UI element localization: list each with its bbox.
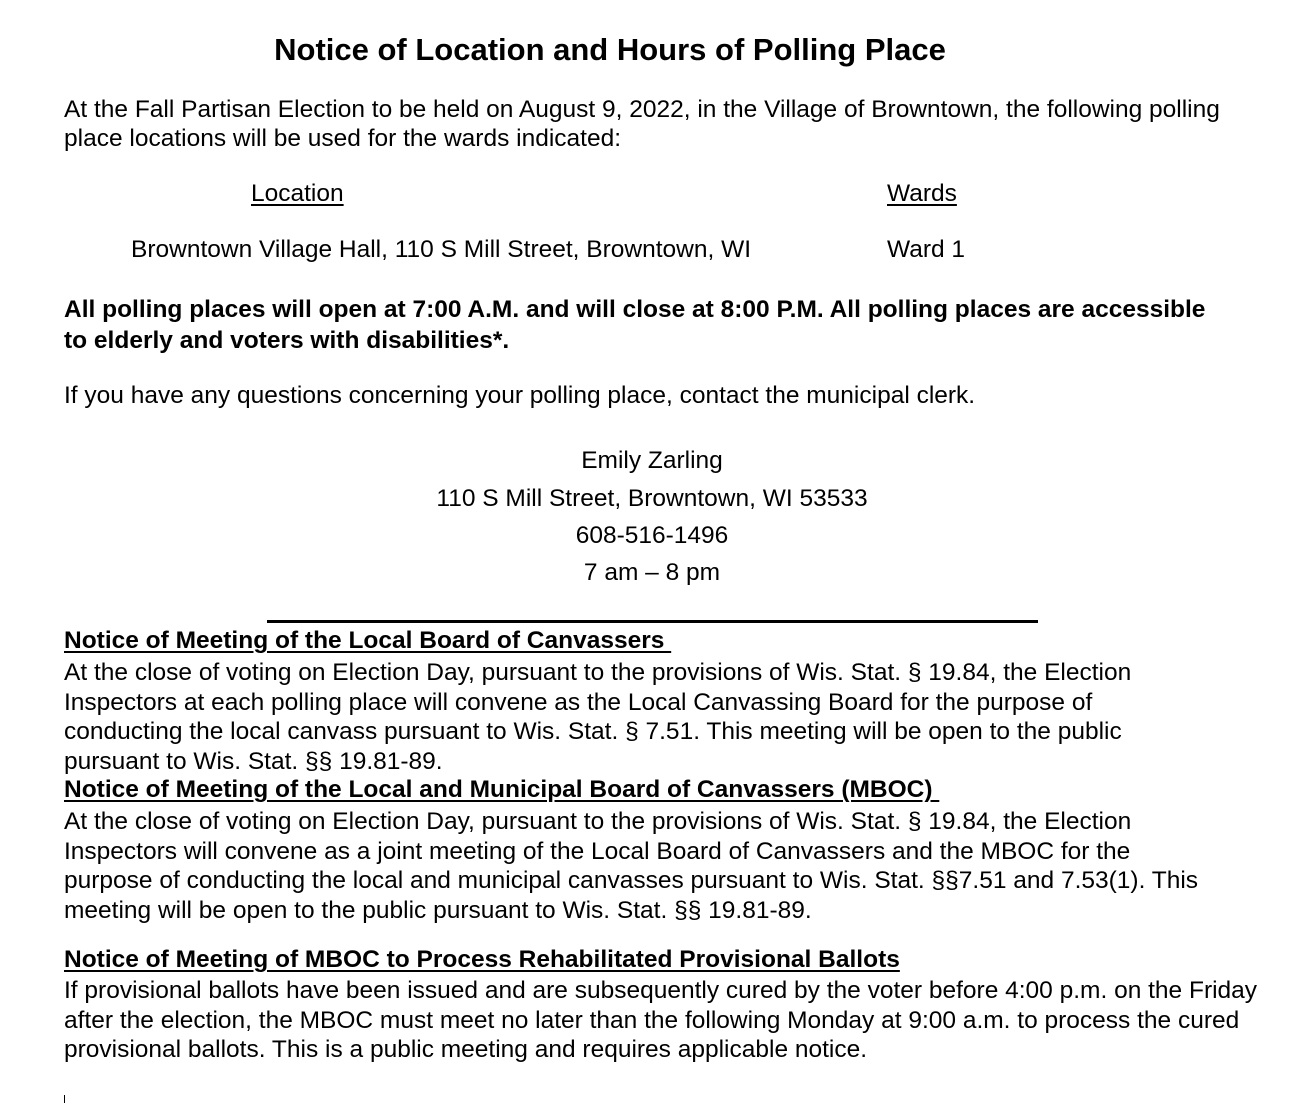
clerk-phone: 608-516-1496 [575, 522, 729, 549]
section-body-mboc: At the close of voting on Election Day, pursuant to the provisions of Wis. Stat. § 19.84, the Election Inspectors will convene as a joint meeting of the Local Board of Canvassers and the MBOC for the purpose of conducting the local and municipal canvasses pursuant to Wis. Stat. §§7.51 and 7.53(1). This meeting will be open to the public pursuant to Wis. Stat. §§ 19.81-89. [64, 808, 1199, 924]
wards-cell: Ward 1 [887, 236, 966, 263]
intro-paragraph: At the Fall Partisan Election to be held on August 9, 2022, in the Village of Browntown, the following polling place locations will be used for the wards indicated: [64, 96, 1220, 152]
questions-paragraph: If you have any questions concerning your polling place, contact the municipal clerk. [64, 382, 976, 409]
section-heading-mboc: Notice of Meeting of the Local and Municipal Board of Canvassers (MBOC) [64, 776, 940, 803]
wards-column-header: Wards [887, 180, 957, 207]
horizontal-divider [267, 620, 1038, 623]
clerk-name: Emily Zarling [581, 447, 723, 474]
section-body-provisional: If provisional ballots have been issued and are subsequently cured by the voter before 4:00 p.m. on the Friday after the election, the MBOC must meet no later than the following Monday at 9:00 a.m. to process the cured provisional ballots. This is a public meeting and requires applicable notice. [64, 977, 1258, 1063]
location-column-header: Location [251, 180, 344, 207]
text-cursor [64, 1095, 65, 1103]
section-heading-local-board: Notice of Meeting of the Local Board of Canvassers [64, 627, 672, 654]
section-heading-provisional: Notice of Meeting of MBOC to Process Rehabilitated Provisional Ballots [64, 946, 900, 973]
clerk-address: 110 S Mill Street, Browntown, WI 53533 [436, 485, 868, 512]
section-body-local-board: At the close of voting on Election Day, pursuant to the provisions of Wis. Stat. § 19.84, the Election Inspectors at each polling place will convene as the Local Canvassing Board for the purpose of conducting the local canvass pursuant to Wis. Stat. § 7.51. This meeting will be open to the public pursuant to Wis. Stat. §§ 19.81-89. [64, 659, 1132, 775]
hours-notice: All polling places will open at 7:00 A.M. and will close at 8:00 P.M. All polling places are accessible to elderly and voters with disabilities*. [64, 296, 1206, 354]
clerk-hours: 7 am – 8 pm [583, 559, 721, 586]
page-title: Notice of Location and Hours of Polling Place [274, 32, 946, 67]
location-cell: Browntown Village Hall, 110 S Mill Street, Browntown, WI [131, 236, 752, 263]
